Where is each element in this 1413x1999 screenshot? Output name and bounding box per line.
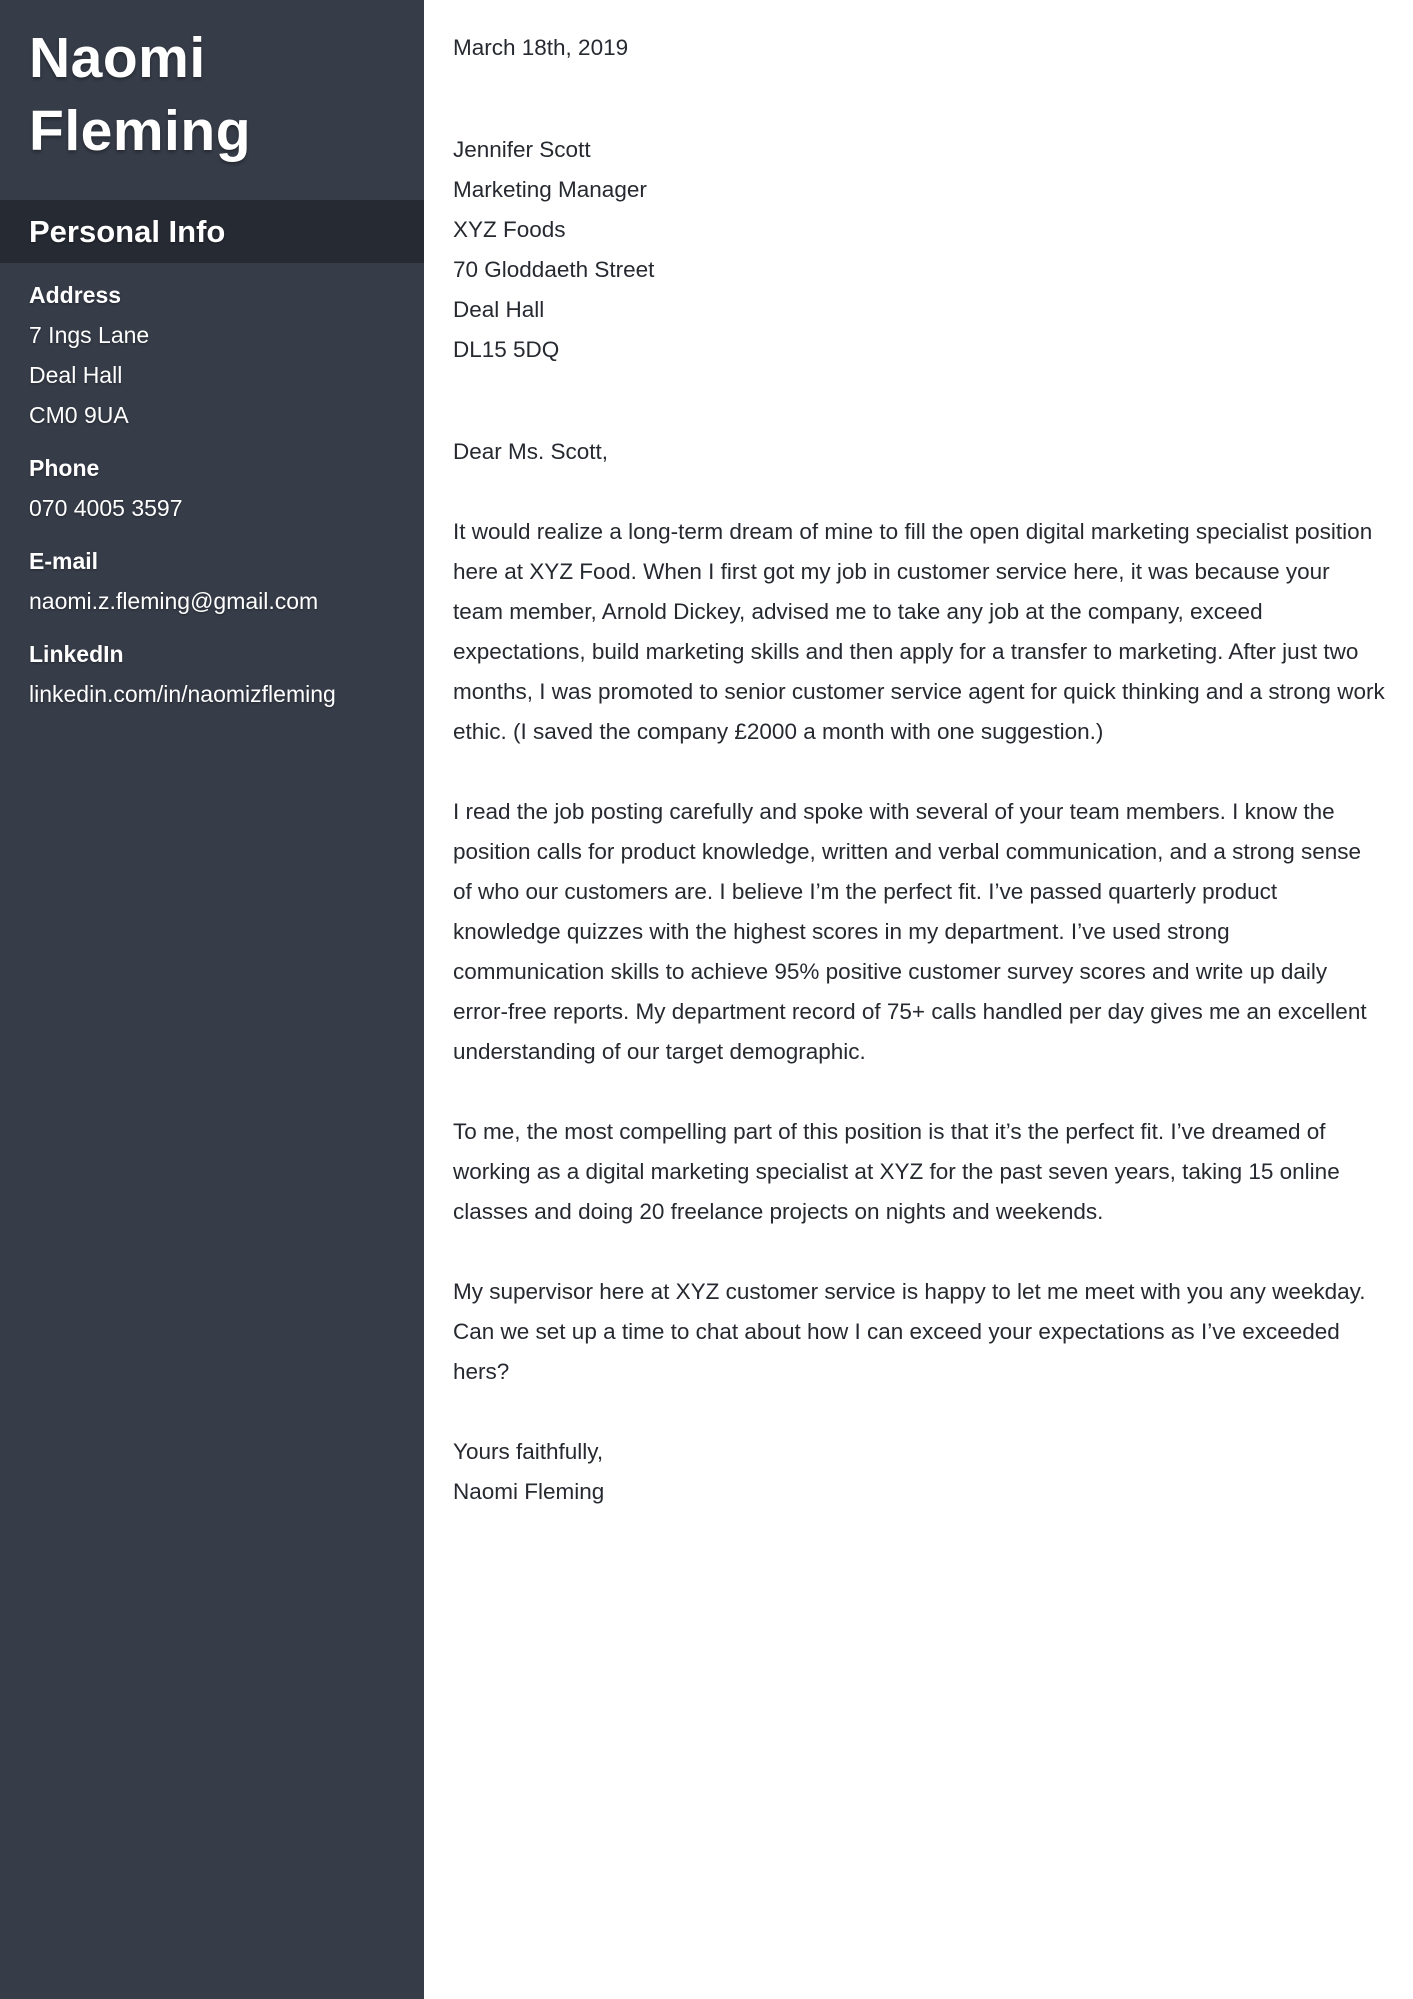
phone-value: 070 4005 3597 (29, 495, 183, 521)
address-group (29, 275, 395, 435)
closing: Yours faithfully, (453, 1439, 604, 1464)
letter-paragraph: My supervisor here at XYZ customer service is happy to let me meet with you any weekday. Can we set up a time to chat about how I can exceed your expectations as I’ve exceeded hers? (453, 1279, 1366, 1384)
recipient-line: XYZ Foods (453, 217, 566, 242)
closing-block (453, 1432, 1385, 1512)
applicant-first-name: Naomi (29, 26, 206, 90)
address-label: Address (29, 282, 122, 308)
recipient-line: DL15 5DQ (453, 337, 560, 362)
email-group (29, 541, 395, 621)
phone-group (29, 448, 395, 528)
personal-info-header: Personal Info (0, 200, 424, 263)
linkedin-label: LinkedIn (29, 641, 124, 667)
recipient-line: Marketing Manager (453, 177, 647, 202)
recipient-address (453, 130, 1385, 370)
address-line: 7 Ings Lane (29, 322, 150, 348)
signature: Naomi Fleming (453, 1479, 605, 1504)
letter-body (424, 0, 1413, 1999)
recipient-line: 70 Gloddaeth Street (453, 257, 655, 282)
salutation: Dear Ms. Scott, (453, 439, 609, 464)
recipient-line: Jennifer Scott (453, 137, 591, 162)
email-label: E-mail (29, 548, 99, 574)
recipient-line: Deal Hall (453, 297, 545, 322)
phone-label: Phone (29, 455, 100, 481)
applicant-last-name: Fleming (29, 99, 252, 163)
address-line: CM0 9UA (29, 402, 129, 428)
letter-paragraph: To me, the most compelling part of this position is that it’s the perfect fit. I’ve dreamed of working as a digital marketing specialist at XYZ for the past seven years, taking 15 online classes and doing 20 freelance projects on nights and weekends. (453, 1119, 1340, 1224)
letter-paragraph: I read the job posting carefully and spoke with several of your team members. I know the position calls for product knowledge, written and verbal communication, and a strong sense of who our customers are. I believe I’m the perfect fit. I’ve passed quarterly product knowledge quizzes with the highest scores in my department. I’ve used strong communication skills to achieve 95% positive customer survey scores and write up daily error-free reports. My department record of 75+ calls handled per day gives me an excellent understanding of our target demographic. (453, 799, 1367, 1064)
letter-date: March 18th, 2019 (453, 35, 629, 60)
applicant-name (0, 0, 424, 178)
personal-info (0, 263, 424, 714)
linkedin-group (29, 634, 395, 714)
sidebar (0, 0, 424, 1999)
email-value: naomi.z.fleming@gmail.com (29, 588, 319, 614)
address-line: Deal Hall (29, 362, 123, 388)
letter-paragraph: It would realize a long-term dream of mine to fill the open digital marketing specialist position here at XYZ Food. When I first got my job in customer service here, it was because your team member, Arnold Dickey, advised me to take any job at the company, exceed expectations, build marketing skills and then apply for a transfer to marketing. After just two months, I was promoted to senior customer service agent for quick thinking and a strong work ethic. (I saved the company £2000 a month with one suggestion.) (453, 519, 1385, 744)
linkedin-value: linkedin.com/in/naomizfleming (29, 681, 336, 707)
